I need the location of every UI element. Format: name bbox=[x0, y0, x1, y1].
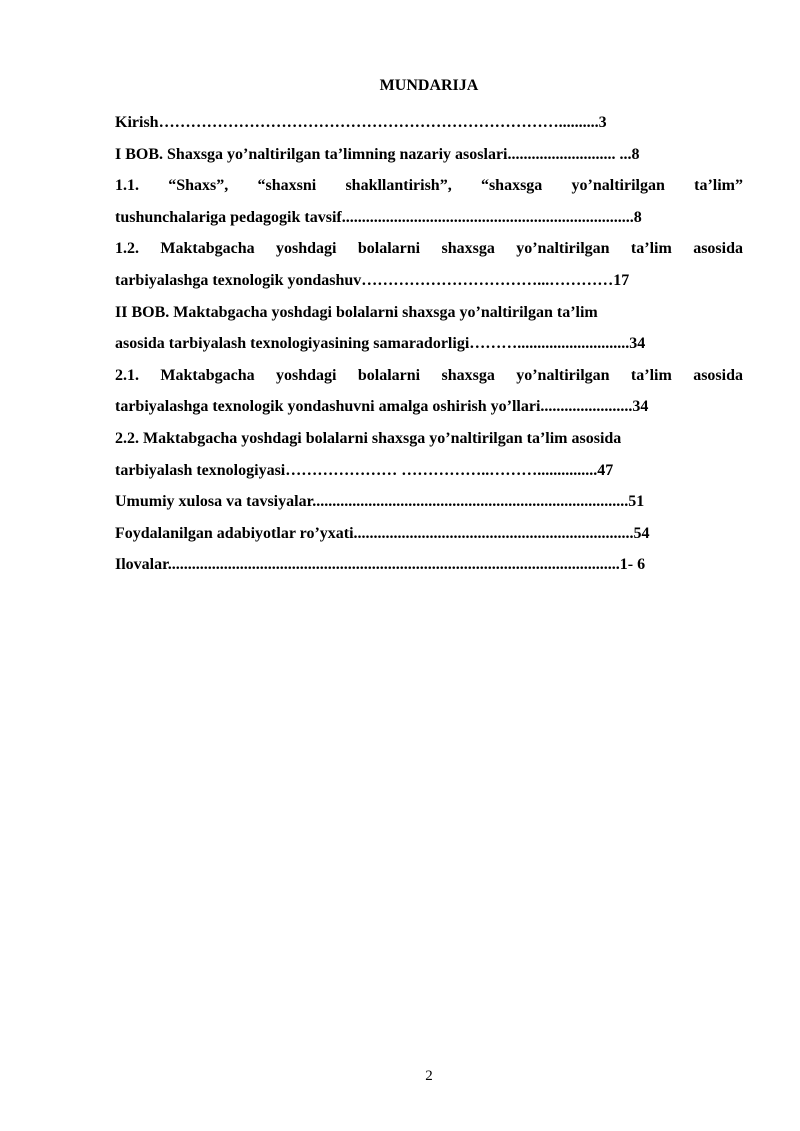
toc-line: 2.1. Maktabgacha yoshdagi bolalarni shaxsga yo’naltirilgan ta’lim asosida bbox=[115, 366, 743, 384]
toc-line: tushunchalariga pedagogik tavsif.........................................................................8 bbox=[115, 208, 642, 226]
toc-line: tarbiyalash texnologiyasi………………… ……………..………...............47 bbox=[115, 461, 614, 479]
toc-line: I BOB. Shaxsga yo’naltirilgan ta’limning nazariy asoslari........................... ...8 bbox=[115, 145, 640, 163]
toc-entry-conclusion[interactable] bbox=[115, 486, 743, 518]
toc-line: Foydalanilgan adabiyotlar ro’yxati......................................................................54 bbox=[115, 524, 650, 542]
toc-line: Kirish…………………………………………………………………..........3 bbox=[115, 114, 607, 131]
toc-line: 1.1. “Shaxs”, “shaxsni shakllantirish”, “shaxsga yo’naltirilgan ta’lim” bbox=[115, 177, 743, 195]
toc-line: 1.2. Maktabgacha yoshdagi bolalarni shaxsga yo’naltirilgan ta’lim asosida bbox=[115, 240, 743, 258]
toc-entry-chapter-2[interactable] bbox=[115, 297, 743, 360]
table-of-contents bbox=[115, 107, 743, 581]
page-title: MUNDARIJA bbox=[379, 77, 479, 94]
toc-entry-kirish[interactable] bbox=[115, 107, 743, 139]
toc-line: tarbiyalashga texnologik yondashuv……………………………...…………17 bbox=[115, 271, 630, 289]
toc-line: Ilovalar.................................................................................................................1- 6 bbox=[115, 556, 646, 574]
toc-entry-section-1-2[interactable] bbox=[115, 233, 743, 296]
toc-line: asosida tarbiyalash texnologiyasining samaradorligi………............................34 bbox=[115, 335, 646, 353]
toc-entry-references[interactable] bbox=[115, 518, 743, 550]
toc-entry-section-1-1[interactable] bbox=[115, 170, 743, 233]
toc-entry-chapter-1[interactable] bbox=[115, 139, 743, 171]
toc-line: II BOB. Maktabgacha yoshdagi bolalarni shaxsga yo’naltirilgan ta’lim bbox=[115, 303, 598, 321]
toc-line: tarbiyalashga texnologik yondashuvni amalga oshirish yo’llari.......................34 bbox=[115, 398, 649, 416]
toc-entry-section-2-1[interactable] bbox=[115, 360, 743, 423]
toc-line: Umumiy xulosa va tavsiyalar...............................................................................51 bbox=[115, 493, 645, 511]
toc-entry-appendices[interactable] bbox=[115, 549, 743, 581]
page-number: 2 bbox=[425, 1068, 433, 1084]
toc-entry-section-2-2[interactable] bbox=[115, 423, 743, 486]
toc-line: 2.2. Maktabgacha yoshdagi bolalarni shaxsga yo’naltirilgan ta’lim asosida bbox=[115, 429, 622, 447]
